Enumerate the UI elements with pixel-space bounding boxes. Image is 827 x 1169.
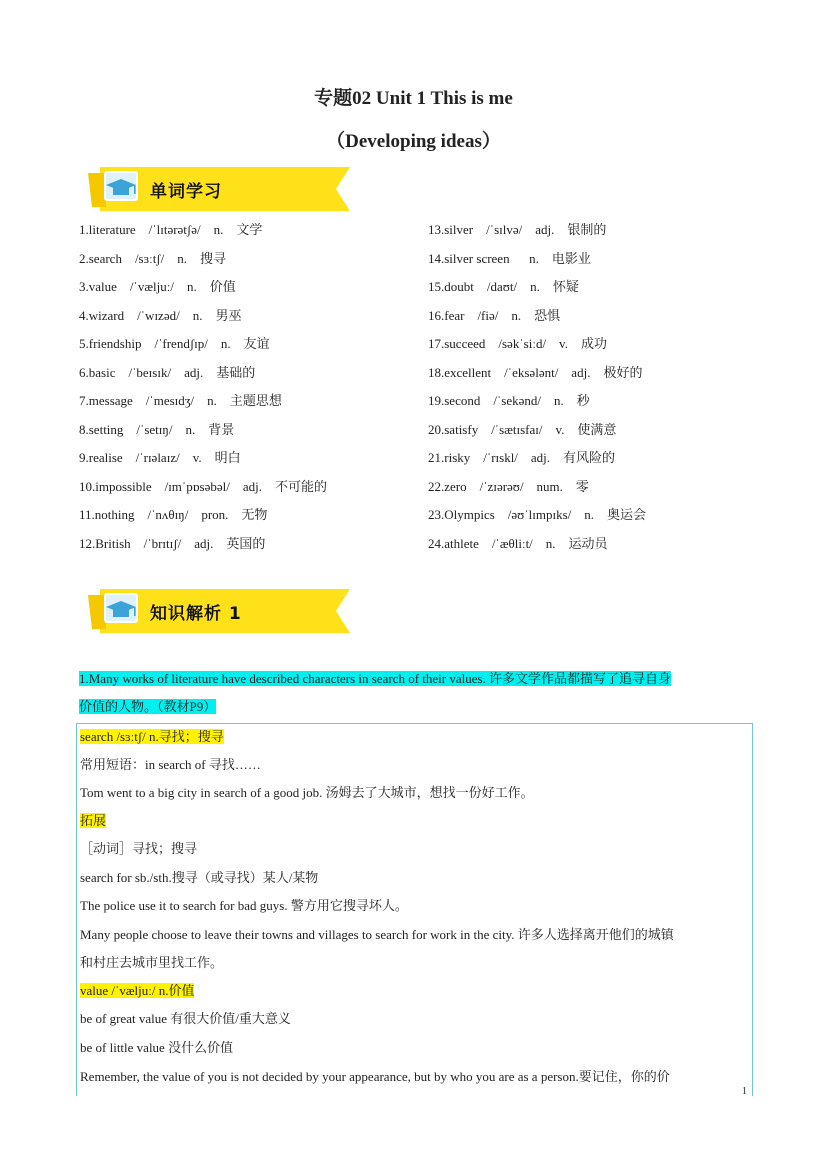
explanation-line: 常用短语：in search of 寻找…… [80,757,261,772]
explanation-line: ［动词］寻找；搜寻 [80,841,198,856]
section-banner-vocabulary [78,167,350,211]
vocab-item: 7.message /ˈmesɪdʒ/ n. 主题思想 [79,393,282,408]
vocab-item: 10.impossible /ɪmˈpɒsəbəl/ adj. 不可能的 [79,478,328,494]
explanation-line: 和村庄去城市里找工作。 [80,955,224,970]
explanation-line: Tom went to a big city in search of a good job. 汤姆去了大城市，想找一份好工作。 [80,785,534,800]
vocab-item: 22.zero /ˈzɪərəʊ/ num. 零 [428,478,589,494]
document-subtitle: （Developing ideas） [326,131,501,152]
vocab-item: 11.nothing /ˈnʌθɪŋ/ pron. 无物 [79,507,268,522]
vocab-item: 13.silver /ˈsɪlvə/ adj. 银制的 [428,222,607,237]
vocab-item: 5.friendship /ˈfrendʃɪp/ n. 友谊 [79,336,270,351]
explanation-line: be of great value 有很大价值/重大意义 [80,1011,291,1026]
example-sentence [79,665,751,721]
vocab-item: 23.Olympics /əʊˈlɪmpɪks/ n. 奥运会 [428,507,647,522]
vocab-item: 1.literature /ˈlɪtərətʃə/ n. 文学 [79,222,263,237]
word-heading-value: value /ˈvæljuː/ n.价值 [80,983,195,998]
sentence-translation: 价值的人物。（教材 [79,699,190,714]
explanation-box [76,723,753,1096]
banner-label: 单词学习 [150,182,222,202]
explanation-line: search for sb./sth.搜寻（或寻找）某人/某物 [80,870,319,885]
vocab-item: 20.satisfy /ˈsætɪsfaɪ/ v. 使满意 [428,421,617,437]
explanation-line: be of little value 没什么价值 [80,1040,234,1055]
vocab-list-right [428,216,646,558]
explanation-line: Remember, the value of you is not decided by your appearance, but by who you are as a person.要记住，你的价 [80,1069,670,1084]
vocab-item: 16.fear /fiə/ n. 恐惧 [428,307,561,323]
page-number: 1 [742,1086,747,1097]
vocab-item: 4.wizard /ˈwɪzəd/ n. 男巫 [79,307,242,323]
vocab-item: 17.succeed /səkˈsiːd/ v. 成功 [428,336,607,351]
vocab-item: 18.excellent /ˈeksələnt/ adj. 极好的 [428,364,643,380]
vocab-item: 14.silver screen n. 电影业 [428,250,591,266]
vocab-item: 12.British /ˈbrɪtɪʃ/ adj. 英国的 [79,535,266,551]
vocab-item: 21.risky /ˈrɪskl/ adj. 有风险的 [428,450,616,465]
vocab-item: 24.athlete /ˈæθliːt/ n. 运动员 [428,535,608,551]
explanation-line: The police use it to search for bad guys. 警方用它搜寻坏人。 [80,898,408,913]
vocab-item: 15.doubt /daʊt/ n. 怀疑 [428,279,579,294]
vocab-item: 19.second /ˈsekənd/ n. 秒 [428,393,590,408]
textbook-page-ref: P9） [189,699,217,714]
vocab-item: 3.value /ˈvæljuː/ n. 价值 [79,279,236,294]
word-heading-search: search /sɜːtʃ/ n.寻找；搜寻 [80,729,224,744]
banner-label: 知识解析 1 [150,604,242,624]
explanation-line: Many people choose to leave their towns and villages to search for work in the city. 许多人选择离开他们的城镇 [80,927,674,942]
section-banner-knowledge [78,589,350,633]
vocab-item: 9.realise /ˈrɪəlaɪz/ v. 明白 [79,450,241,465]
vocab-item: 8.setting /ˈsetɪŋ/ n. 背景 [79,421,235,437]
sentence-text: 1.Many works of literature have described characters in search of their values. 许多文学作品都描写了追寻自身 [79,671,672,686]
extension-heading: 拓展 [80,813,107,828]
document-title: 专题02 Unit 1 This is me [314,88,513,109]
vocab-item: 6.basic /ˈbeɪsɪk/ adj. 基础的 [79,364,256,380]
vocab-item: 2.search /sɜːtʃ/ n. 搜寻 [79,250,226,266]
vocab-list-left [79,216,327,558]
